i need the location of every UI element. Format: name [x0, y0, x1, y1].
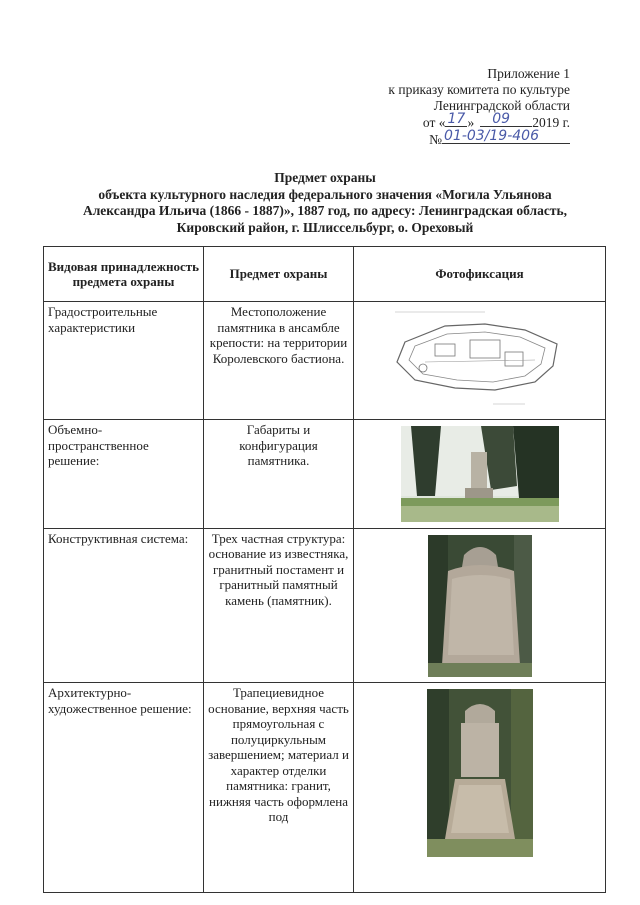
appendix-line1: Приложение 1: [487, 66, 570, 81]
monument-photo-wide: [401, 426, 559, 522]
row-subject: Габариты и конфигурация памятника.: [204, 420, 354, 529]
table-row: [44, 683, 606, 893]
photo-cell: [354, 420, 606, 529]
photo-cell: [354, 302, 606, 420]
number-value: 01-03/19-406: [444, 128, 539, 144]
header-subject: Предмет охраны: [204, 247, 354, 302]
row-subject: Трех частная структура: основание из известняка, гранитный постамент и гранитный памятный камень (памятник).: [204, 528, 354, 683]
row-type: Объемно-пространственное решение:: [44, 420, 204, 529]
appendix-block: [330, 66, 570, 148]
table-header-row: [44, 247, 606, 302]
row-type: Градостроительные характеристики: [44, 302, 204, 420]
title-line4: Кировский район, г. Шлиссельбург, о. Ореховый: [176, 219, 474, 235]
date-year: 2019 г.: [532, 115, 570, 130]
row-subject: Трапециевидное основание, верхняя часть прямоугольная с полуциркульным завершением; материал и характер отделки памятника: гранит, нижняя часть оформлена под: [204, 683, 354, 893]
date-day: 17: [447, 111, 466, 127]
appendix-line3: Ленинградской области: [433, 98, 570, 113]
title-line2: объекта культурного наследия федерального значения «Могила Ульянова: [98, 186, 552, 202]
row-subject: Местоположение памятника в ансамбле крепости: на территории Королевского бастиона.: [204, 302, 354, 420]
date-month-blank: [480, 111, 532, 127]
document-title: [40, 170, 610, 236]
fortress-plan-image: [375, 304, 585, 412]
photo-cell: [354, 683, 606, 893]
row-type: Конструктивная система:: [44, 528, 204, 683]
monument-photo-full: [427, 689, 533, 857]
table-row: [44, 420, 606, 529]
number-prefix: №: [429, 132, 442, 147]
date-day-blank: [445, 111, 467, 127]
monument-photo-closeup: [428, 535, 532, 677]
table-row: [44, 302, 606, 420]
row-type: Архитектурно-художественное решение:: [44, 683, 204, 893]
photo-cell: [354, 528, 606, 683]
number-blank: [442, 128, 570, 144]
header-photo: Фотофиксация: [354, 247, 606, 302]
title-line3: Александра Ильича (1866 - 1887)», 1887 год, по адресу: Ленинградская область,: [82, 203, 568, 218]
date-prefix: от «: [422, 115, 446, 130]
appendix-number: [330, 128, 570, 148]
date-month: 09: [492, 111, 511, 127]
table-row: [44, 528, 606, 683]
date-mid: »: [467, 115, 475, 130]
protection-table: [43, 246, 606, 893]
header-type: Видовая принадлежность предмета охраны: [44, 247, 204, 302]
title-line1: Предмет охраны: [274, 170, 376, 185]
appendix-line2: к приказу комитета по культуре: [388, 82, 570, 97]
